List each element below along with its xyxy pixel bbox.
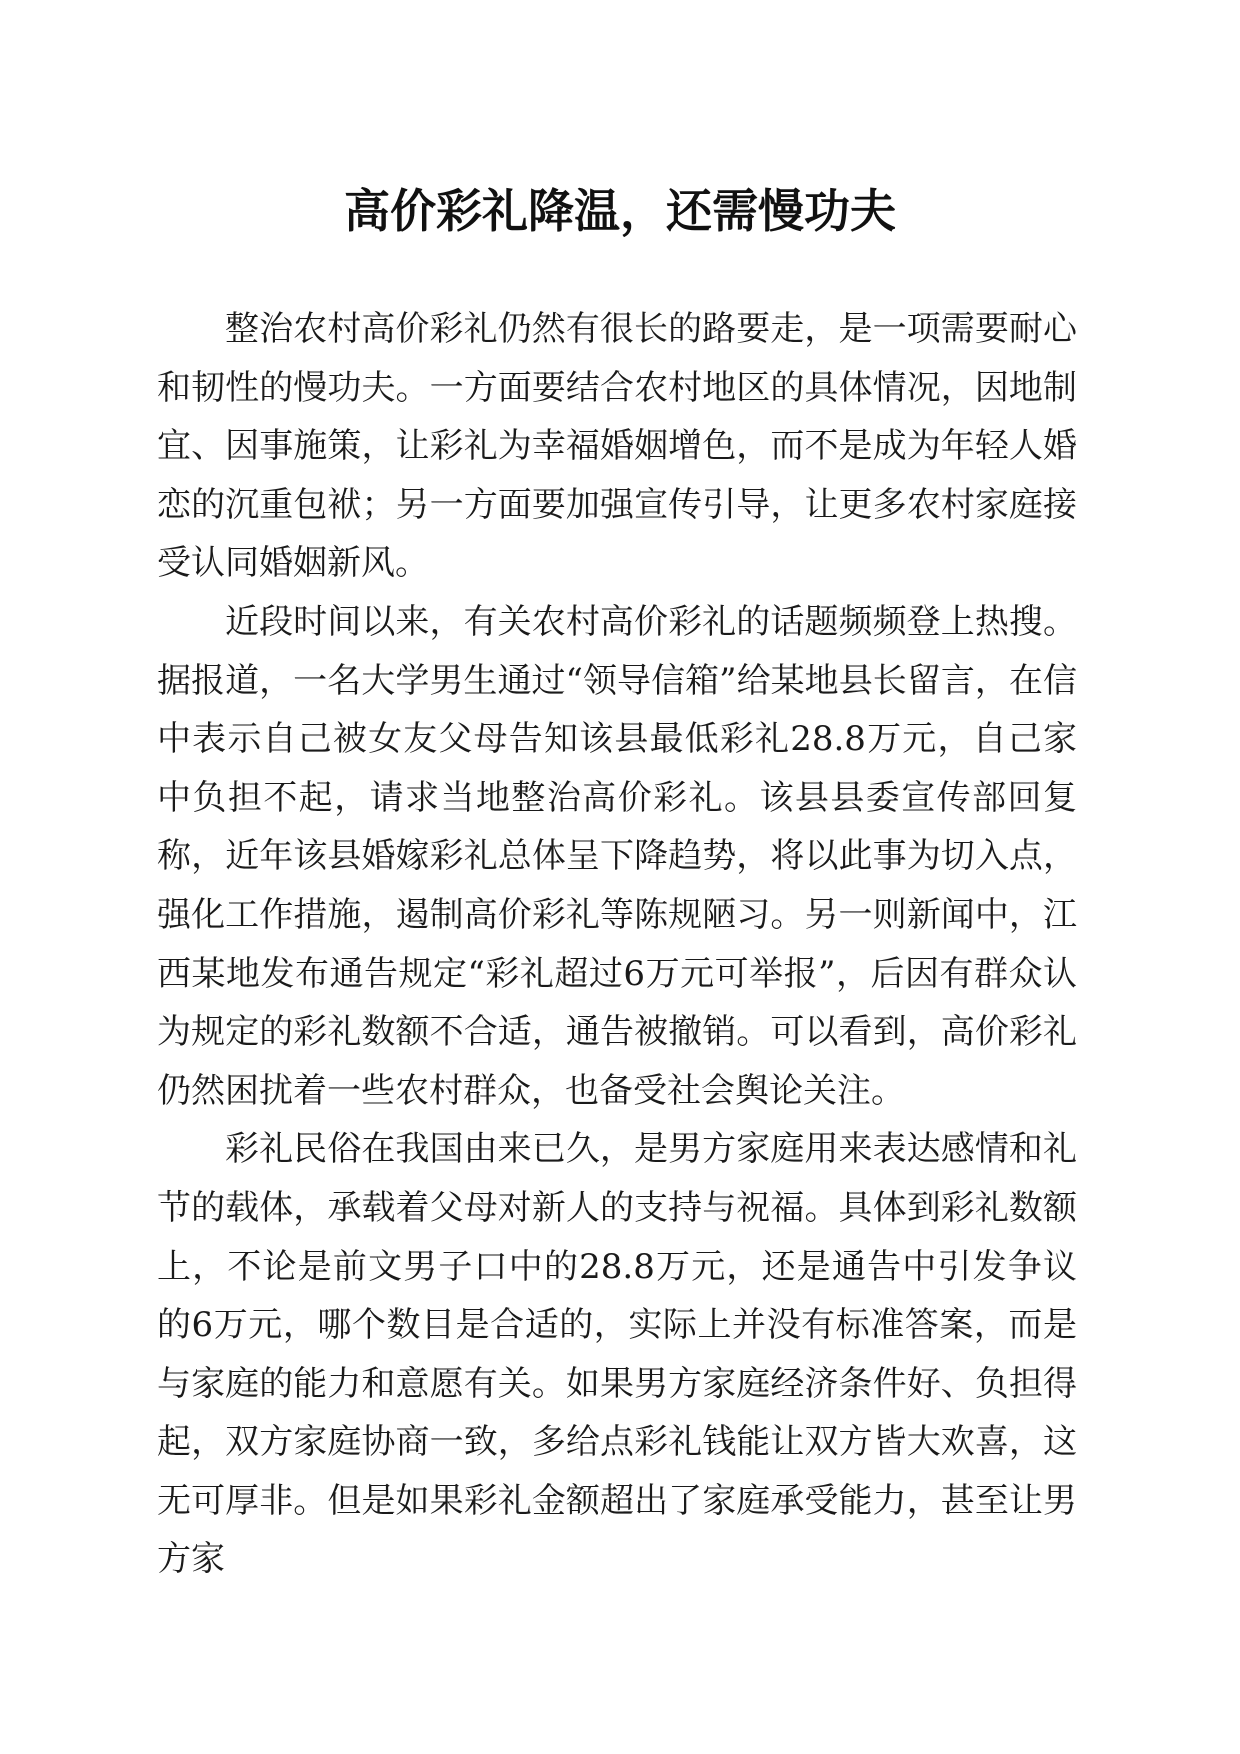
paragraph-2: 近段时间以来，有关农村高价彩礼的话题频频登上热搜。据报道，一名大学男生通过“领导信箱”给某地县长留言，在信中表示自己被女友父母告知该县最低彩礼28.8万元，自己家中负担不起，请求当地整治高价彩礼。该县县委宣传部回复称，近年该县婚嫁彩礼总体呈下降趋势，将以此事为切入点，强化工作措施，遏制高价彩礼等陈规陋习。另一则新闻中，江西某地发布通告规定“彩礼超过6万元可举报”，后因有群众认为规定的彩礼数额不合适，通告被撤销。可以看到，高价彩礼仍然困扰着一些农村群众，也备受社会舆论关注。 [157,601,1077,1111]
document-body [157,300,1077,1589]
document-title: 高价彩礼降温，还需慢功夫 [344,184,896,238]
paragraph-1: 整治农村高价彩礼仍然有很长的路要走，是一项需要耐心和韧性的慢功夫。一方面要结合农村地区的具体情况，因地制宜、因事施策，让彩礼为幸福婚姻增色，而不是成为年轻人婚恋的沉重包袱；另一方面要加强宣传引导，让更多农村家庭接受认同婚姻新风。 [157,309,1077,584]
paragraph-3: 彩礼民俗在我国由来已久，是男方家庭用来表达感情和礼节的载体，承载着父母对新人的支持与祝福。具体到彩礼数额上，不论是前文男子口中的28.8万元，还是通告中引发争议的6万元，哪个数目是合适的，实际上并没有标准答案，而是与家庭的能力和意愿有关。如果男方家庭经济条件好、负担得起，双方家庭协商一致，多给点彩礼钱能让双方皆大欢喜，这无可厚非。但是如果彩礼金额超出了家庭承受能力，甚至让男方家 [157,1129,1077,1580]
